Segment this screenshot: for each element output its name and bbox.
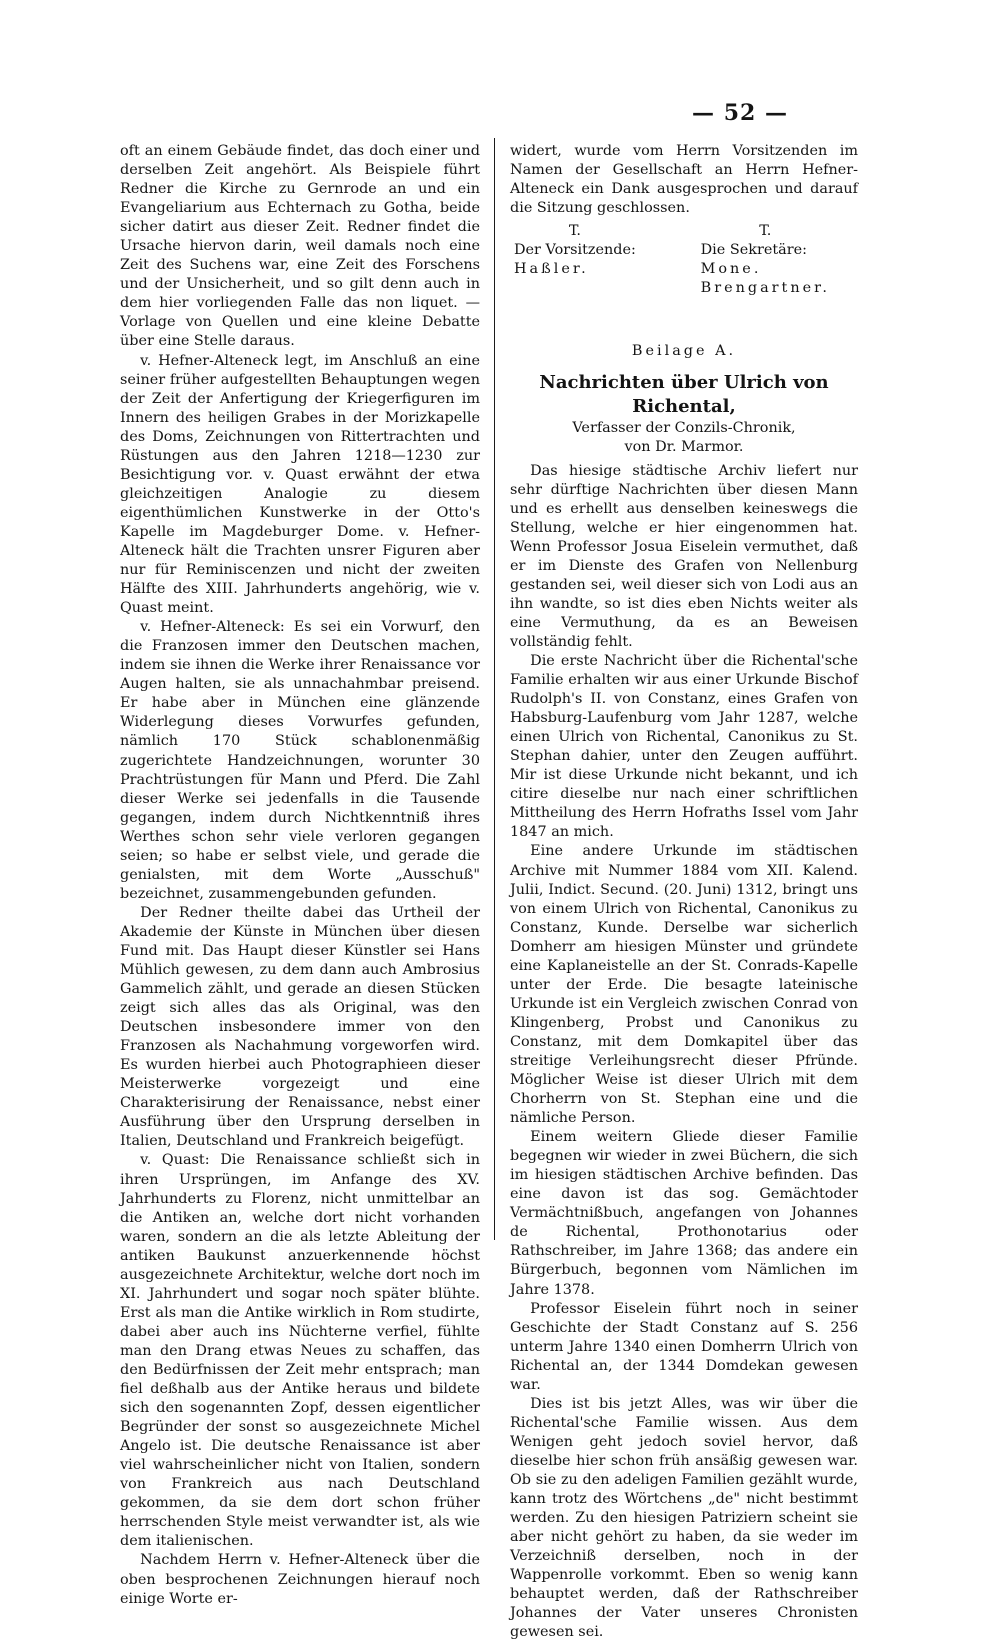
signature-initial: T. [759, 223, 772, 240]
paragraph-continuation: widert, wurde vom Herrn Vorsitzenden im Namen der Gesellschaft an Herrn Hefner-Alteneck ein Dank ausgesprochen und darauf die Sitzung geschlossen. [510, 143, 858, 217]
signature-name: Brengartner. [700, 280, 830, 297]
signature-initial: T. [568, 223, 581, 240]
paragraph: v. Hefner-Alteneck legt, im Anschluß an eine seiner früher aufgestellten Behauptungen wegen der Zeit der Anfertigung der Kriegerfiguren im Innern des heiligen Grabes in der Morizkapelle des Doms, Zeichnungen von Rittertrachten und Rüstungen aus den Jahren 1218—1230 zur Besichtigung vor. v. Quast erwähnt der etwa gleichzeitigen Analogie zu diesem eigenthümlichen Kunstwerke in der Otto's Kapelle im Magdeburger Dome. v. Hefner-Alteneck hält die Trachten unsrer Figuren aber nur für Reminiscenzen und nicht der zweiten Hälfte des XIII. Jahrhunderts angehörig, wie v. Quast meint. [120, 352, 480, 617]
page-number: — 52 — [692, 100, 788, 126]
paragraph: Der Redner theilte dabei das Urtheil der Akademie der Künste in München über diesen Fund mit. Das Haupt dieser Künstler sei Hans Mühlich gewesen, zu dem dann auch Ambrosius Gammelich zählt, und gerade an diesen Stücken zeigt sich alles das als Original, was den Deutschen insbesondere immer von den Franzosen als Nachahmung vorgeworfen wird. Es wurden hierbei auch Photographieen dieser Meisterwerke vorgezeigt und eine Charakterisirung der Renaissance, nebst einer Ausführung über den Ursprung derselben in Italien, Deutschland und Frankreich beigefügt. [120, 904, 480, 1150]
signature-secretaries [701, 222, 858, 298]
paragraph: Einem weitern Gliede dieser Familie begegnen wir wieder in zwei Büchern, die sich im hiesigen städtischen Archive befinden. Das eine davon ist das sog. Gemächtoder Vermächtnißbuch, angefangen von Johannes de Richental, Prothonotarius oder Rathschreiber, im Jahre 1368; das andere ein Bürgerbuch, begonnen vom Nämlichen im Jahre 1378. [510, 1129, 858, 1298]
signature-block [510, 222, 858, 298]
paragraph: Das hiesige städtische Archiv liefert nur sehr dürftige Nachrichten über diesen Mann und es erhellt aus denselben keineswegs die Stellung, welche er hier eingenommen hat. Wenn Professor Josua Eiselein vermuthet, daß er im Dienste des Grafen von Nellenburg gestanden sei, weil dieser sich von Lodi aus an ihn wandte, so ist dies eben Nichts weiter als eine Vermuthung, da es an Beweisen vollständig fehlt. [510, 462, 858, 650]
signature-role: Die Sekretäre: [700, 242, 807, 259]
paragraph: Dies ist bis jetzt Alles, was wir über die Richental'sche Familie wissen. Aus dem Wenigen geht jedoch soviel hervor, daß dieselbe hier schon früh ansäßig gewesen war. Ob sie zu den adeligen Familien gezählt wurde, kann trotz des Wörtchens „de" nicht bestimmt werden. Zu den hiesigen Patriziern scheint sie aber nicht gehört zu haben, da sie weder im Verzeichniß derselben, noch in der Wappenrolle vorkommt. Eben so wenig kann behauptet werden, daß der Rathschreiber Johannes der Vater unseres Chronisten gewesen sei. [510, 1395, 858, 1641]
signature-role: Der Vorsitzende: [514, 242, 636, 259]
article-subtitle: Verfasser der Conzils-Chronik, [572, 420, 796, 437]
right-column [510, 142, 858, 1642]
article-title: Nachrichten über Ulrich von Richental, [539, 372, 829, 418]
paragraph: Nachdem Herrn v. Hefner-Alteneck über die oben besprochenen Zeichnungen hierauf noch einige Worte er- [120, 1552, 480, 1607]
paragraph: Eine andere Urkunde im städtischen Archive mit Nummer 1884 vom XII. Kalend. Julii, Indict. Secund. (20. Juni) 1312, bringt uns von einem Ulrich von Richental, Canonikus zu Constanz, Kunde. Derselbe war sicherlich Domherr am hiesigen Münster und gründete eine Kaplaneistelle an der St. Conrads-Kapelle unter der Erde. Die besagte lateinische Urkunde ist ein Vergleich zwischen Conrad von Klingenberg, Probst und Canonikus zu Constanz, mit dem Domkapitel über das streitige Verleihungsrecht dieser Pfründe. Möglicher Weise ist dieser Ulrich mit dem Chorherrn von St. Stephan eine und die nämliche Person. [510, 843, 858, 1127]
paragraph: Professor Eiselein führt noch in seiner Geschichte der Stadt Constanz auf S. 256 unterm Jahre 1340 einen Domherrn Ulrich von Richental an, der 1344 Domdekan gewesen war. [510, 1300, 858, 1393]
signature-name: Mone. [700, 261, 762, 278]
signature-name: Haßler. [514, 261, 589, 278]
article-author: von Dr. Marmor. [624, 439, 744, 456]
paragraph: v. Quast: Die Renaissance schließt sich in ihren Ursprüngen, im Anfange des XV. Jahrhunderts zu Florenz, nicht unmittelbar an die Antiken an, welche dort nicht vorhanden waren, sondern an die als letzte Ableitung der antiken Baukunst anzuerkennende höchst ausgezeichnete Architektur, welche dort noch im XI. Jahrhundert und sogar noch später blühte. Erst als man die Antike wirklich in Rom studirte, dabei aber auch ins Nüchterne verfiel, fühlte man den Drang etwas Neues zu schaffen, das den Bedürfnissen der Zeit mehr entsprach; man fiel deßhalb aus der Antike heraus und bildete sich den sogenannten Zopf, dessen eigentlicher Begründer der sonst so ausgezeichnete Michel Angelo ist. Die deutsche Renaissance ist aber viel wahrscheinlicher nicht von Italien, sondern von Frankreich aus nach Deutschland gekommen, da sie dem dort schon früher herrschenden Style meist verwandter ist, als wie dem italienischen. [120, 1152, 480, 1550]
appendix-label: Beilage A. [631, 343, 737, 360]
paragraph: oft an einem Gebäude findet, das doch einer und derselben Zeit angehört. Als Beispiele führt Redner die Kirche zu Gernrode an und ein Evangeliarium aus Echternach zu Gotha, beide sicher datirt aus dieser Zeit. Redner findet die Ursache hiervon darin, weil damals noch eine Zeit des Suchens war, eine Zeit des Forschens und der Unsicherheit, und so gilt denn auch in dem hier vorliegenden Falle das non liquet. — Vorlage von Quellen und eine kleine Debatte über eine Stelle daraus. [120, 143, 480, 350]
left-column [120, 142, 480, 1609]
signature-chair [510, 222, 636, 298]
paragraph: Die erste Nachricht über die Richental'sche Familie erhalten wir aus einer Urkunde Bischof Rudolph's II. von Constanz, eines Grafen von Habsburg-Laufenburg vom Jahr 1287, welche einen Ulrich von Richental, Canonikus zu St. Stephan dahier, unter den Zeugen aufführt. Mir ist diese Urkunde nicht bekannt, und ich citire dieselbe nur nach einer schriftlichen Mittheilung des Herrn Hofraths Issel vom Jahr 1847 an mich. [510, 652, 858, 841]
column-divider [494, 138, 495, 1240]
paragraph: v. Hefner-Alteneck: Es sei ein Vorwurf, den die Franzosen immer den Deutschen machen, indem sie ihnen die Werke ihrer Renaissance vor Augen halten, sie als unnachahmbar preisend. Er habe aber in München eine glänzende Widerlegung dieses Vorwurfes gefunden, nämlich 170 Stück schablonenmäßig zugerichtete Handzeichnungen, worunter 30 Prachtrüstungen für Mann und Pferd. Die Zahl dieser Werke sei jedenfalls in die Tausende gegangen, indem durch Nichtkenntniß ihres Werthes schon sehr viele verloren gegangen seien; so habe er selbst viele, und gerade die genialsten, mit dem Worte „Ausschuß" bezeichnet, zusammengebunden gefunden. [120, 619, 480, 902]
